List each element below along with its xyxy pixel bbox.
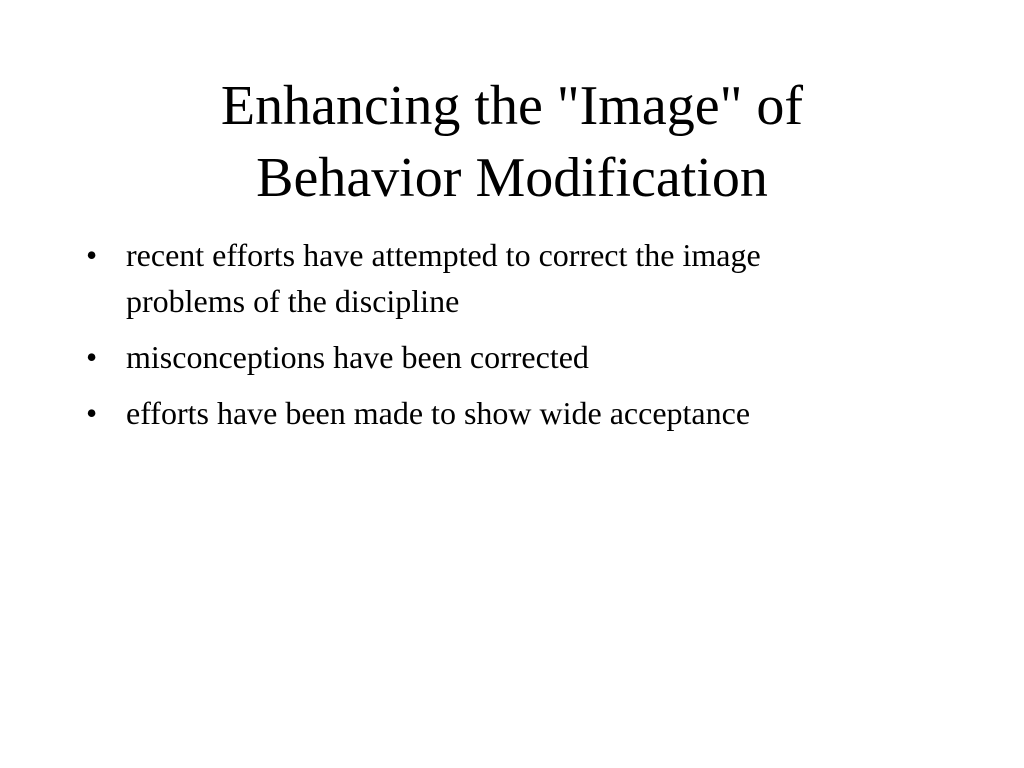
bullet-point: • [86,339,98,375]
bullet-point: • [86,237,98,273]
bullet-text-line: problems of the discipline [126,283,460,319]
bullet-text-line: recent efforts have attempted to correct the image [126,237,761,273]
bullet-text-line: misconceptions have been corrected [126,339,589,375]
bullet-item [86,334,936,380]
slide-title [112,70,912,214]
bullet-list [86,232,936,446]
bullet-text-line: efforts have been made to show wide acceptance [126,395,751,431]
slide-title-line: Enhancing the "Image" of [220,75,804,137]
bullet-text [126,334,936,380]
bullet-text [126,390,936,436]
bullet-item [86,390,936,436]
bullet-item [86,232,936,324]
bullet-text [126,232,936,324]
slide-title-line: Behavior Modification [256,147,768,209]
bullet-point: • [86,395,98,431]
